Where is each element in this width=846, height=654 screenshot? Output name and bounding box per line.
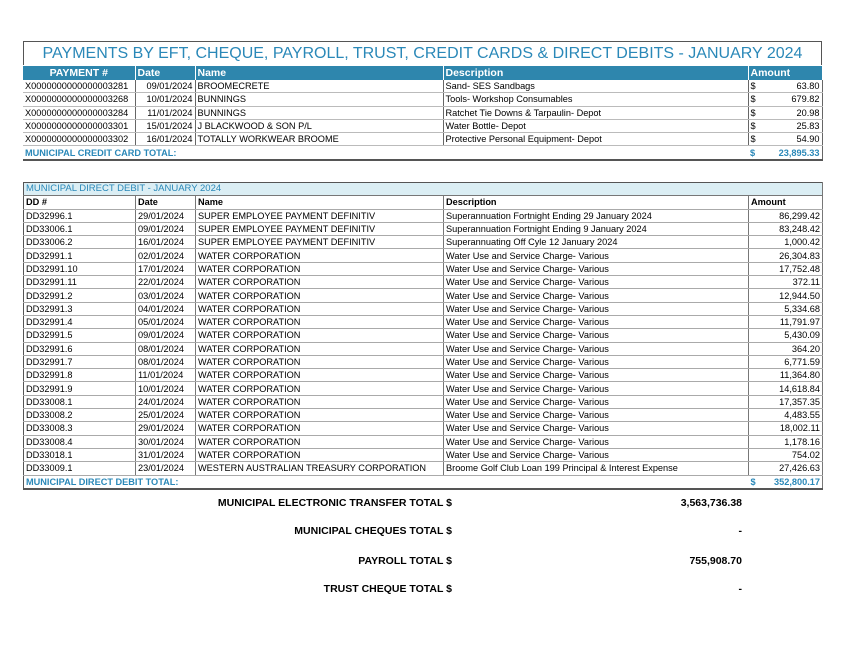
table-row xyxy=(23,119,822,132)
dd-date: 03/01/2024 xyxy=(136,289,196,302)
dd-amount: 5,430.09 xyxy=(749,329,823,342)
table-row xyxy=(24,369,823,382)
dd-number: DD32991.1 xyxy=(24,249,136,262)
dd-number: DD32991.4 xyxy=(24,315,136,328)
summary-label: PAYROLL TOTAL $ xyxy=(358,555,452,567)
direct-debit-total-value: 352,800.17 xyxy=(761,475,823,489)
direct-debit-table xyxy=(23,182,823,490)
table-row xyxy=(24,435,823,448)
dd-number: DD32991.9 xyxy=(24,382,136,395)
table-row xyxy=(23,133,822,146)
dd-description: Water Use and Service Charge- Various xyxy=(444,302,749,315)
dd-date: 04/01/2024 xyxy=(136,302,196,315)
dd-amount: 11,364.80 xyxy=(749,369,823,382)
col-date-header: Date xyxy=(136,196,196,209)
dd-date: 16/01/2024 xyxy=(136,236,196,249)
dd-amount: 83,248.42 xyxy=(749,222,823,235)
table-row xyxy=(24,448,823,461)
currency-symbol: $ xyxy=(748,119,760,132)
table-row xyxy=(24,409,823,422)
table-row xyxy=(24,462,823,475)
dd-date: 23/01/2024 xyxy=(136,462,196,475)
payment-number: X0000000000000003302 xyxy=(23,133,135,146)
payment-description: Water Bottle- Depot xyxy=(443,119,748,132)
payee-name: SUPER EMPLOYEE PAYMENT DEFINITIV xyxy=(196,209,444,222)
summary-row xyxy=(0,583,846,597)
dd-description: Water Use and Service Charge- Various xyxy=(444,342,749,355)
payee-name: J BLACKWOOD & SON P/L xyxy=(195,119,443,132)
payment-amount: 20.98 xyxy=(760,106,822,119)
table-row xyxy=(24,209,823,222)
dd-description: Water Use and Service Charge- Various xyxy=(444,249,749,262)
col-amount-header: Amount xyxy=(749,196,823,209)
payee-name: SUPER EMPLOYEE PAYMENT DEFINITIV xyxy=(196,236,444,249)
dd-amount: 5,334.68 xyxy=(749,302,823,315)
col-dd-header: DD # xyxy=(24,196,136,209)
table-row xyxy=(24,302,823,315)
dd-amount: 11,791.97 xyxy=(749,315,823,328)
col-payment-header: PAYMENT # xyxy=(23,66,135,80)
payment-number: X0000000000000003281 xyxy=(23,80,135,93)
payee-name: WATER CORPORATION xyxy=(196,329,444,342)
dd-number: DD32991.8 xyxy=(24,369,136,382)
col-name-header: Name xyxy=(196,196,444,209)
table-row xyxy=(24,249,823,262)
dd-description: Water Use and Service Charge- Various xyxy=(444,329,749,342)
table-row xyxy=(24,289,823,302)
payee-name: WATER CORPORATION xyxy=(196,315,444,328)
dd-date: 10/01/2024 xyxy=(136,382,196,395)
payment-date: 16/01/2024 xyxy=(135,133,195,146)
dd-number: DD33008.1 xyxy=(24,395,136,408)
payment-date: 11/01/2024 xyxy=(135,106,195,119)
dd-number: DD33008.3 xyxy=(24,422,136,435)
payment-amount: 54.90 xyxy=(760,133,822,146)
payee-name: TOTALLY WORKWEAR BROOME xyxy=(195,133,443,146)
dd-description: Water Use and Service Charge- Various xyxy=(444,448,749,461)
table-row xyxy=(24,342,823,355)
payee-name: BUNNINGS xyxy=(195,93,443,106)
dd-number: DD33009.1 xyxy=(24,462,136,475)
payment-amount: 679.82 xyxy=(760,93,822,106)
payee-name: WATER CORPORATION xyxy=(196,395,444,408)
payment-amount: 63.80 xyxy=(760,80,822,93)
dd-date: 09/01/2024 xyxy=(136,329,196,342)
dd-description: Broome Golf Club Loan 199 Principal & Interest Expense xyxy=(444,462,749,475)
table-row xyxy=(24,382,823,395)
payment-description: Sand- SES Sandbags xyxy=(443,80,748,93)
payee-name: WATER CORPORATION xyxy=(196,422,444,435)
dd-date: 09/01/2024 xyxy=(136,222,196,235)
payee-name: WATER CORPORATION xyxy=(196,289,444,302)
dd-description: Water Use and Service Charge- Various xyxy=(444,262,749,275)
direct-debit-total-label: MUNICIPAL DIRECT DEBIT TOTAL: xyxy=(24,475,749,489)
dd-amount: 1,178.16 xyxy=(749,435,823,448)
dd-amount: 12,944.50 xyxy=(749,289,823,302)
table-row xyxy=(24,329,823,342)
dd-date: 29/01/2024 xyxy=(136,209,196,222)
dd-description: Water Use and Service Charge- Various xyxy=(444,422,749,435)
dd-number: DD32991.3 xyxy=(24,302,136,315)
direct-debit-total-row xyxy=(24,475,823,489)
col-amount-header: Amount xyxy=(748,66,822,80)
col-date-header: Date xyxy=(135,66,195,80)
table-row xyxy=(24,395,823,408)
dd-number: DD32991.10 xyxy=(24,262,136,275)
dd-amount: 27,426.63 xyxy=(749,462,823,475)
dd-date: 29/01/2024 xyxy=(136,422,196,435)
payment-date: 09/01/2024 xyxy=(135,80,195,93)
dd-amount: 26,304.83 xyxy=(749,249,823,262)
dd-description: Water Use and Service Charge- Various xyxy=(444,369,749,382)
payment-date: 10/01/2024 xyxy=(135,93,195,106)
currency-symbol: $ xyxy=(748,106,760,119)
summary-value: - xyxy=(738,525,742,537)
payment-amount: 25.83 xyxy=(760,119,822,132)
payment-description: Ratchet Tie Downs & Tarpaulin- Depot xyxy=(443,106,748,119)
summary-value: - xyxy=(738,583,742,595)
dd-date: 05/01/2024 xyxy=(136,315,196,328)
dd-description: Water Use and Service Charge- Various xyxy=(444,435,749,448)
dd-date: 11/01/2024 xyxy=(136,369,196,382)
table-row xyxy=(24,262,823,275)
dd-description: Water Use and Service Charge- Various xyxy=(444,289,749,302)
payee-name: WATER CORPORATION xyxy=(196,448,444,461)
dd-description: Water Use and Service Charge- Various xyxy=(444,395,749,408)
payee-name: WATER CORPORATION xyxy=(196,276,444,289)
payee-name: WATER CORPORATION xyxy=(196,262,444,275)
currency-symbol: $ xyxy=(748,93,760,106)
dd-number: DD33018.1 xyxy=(24,448,136,461)
dd-number: DD32991.7 xyxy=(24,355,136,368)
table-row xyxy=(24,276,823,289)
dd-description: Water Use and Service Charge- Various xyxy=(444,355,749,368)
dd-description: Superannuation Fortnight Ending 29 January 2024 xyxy=(444,209,749,222)
page-title: PAYMENTS BY EFT, CHEQUE, PAYROLL, TRUST, CREDIT CARDS & DIRECT DEBITS - JANUARY 2024 xyxy=(23,41,822,65)
summary-value: 3,563,736.38 xyxy=(680,497,742,509)
payment-description: Protective Personal Equipment- Depot xyxy=(443,133,748,146)
payee-name: WATER CORPORATION xyxy=(196,302,444,315)
table-row xyxy=(24,355,823,368)
payee-name: WATER CORPORATION xyxy=(196,409,444,422)
summary-value: 755,908.70 xyxy=(689,555,742,567)
payment-date: 15/01/2024 xyxy=(135,119,195,132)
direct-debit-section-title-row xyxy=(24,183,823,196)
dd-date: 17/01/2024 xyxy=(136,262,196,275)
dd-date: 08/01/2024 xyxy=(136,342,196,355)
table-row xyxy=(24,222,823,235)
dd-description: Water Use and Service Charge- Various xyxy=(444,276,749,289)
dd-date: 25/01/2024 xyxy=(136,409,196,422)
dd-number: DD33006.1 xyxy=(24,222,136,235)
credit-card-header-row xyxy=(23,66,822,80)
dd-description: Water Use and Service Charge- Various xyxy=(444,409,749,422)
dd-amount: 17,752.48 xyxy=(749,262,823,275)
dd-amount: 754.02 xyxy=(749,448,823,461)
dd-description: Superannuating Off Cyle 12 January 2024 xyxy=(444,236,749,249)
payee-name: WATER CORPORATION xyxy=(196,249,444,262)
col-description-header: Description xyxy=(444,196,749,209)
payee-name: WATER CORPORATION xyxy=(196,355,444,368)
dd-date: 30/01/2024 xyxy=(136,435,196,448)
table-row xyxy=(23,106,822,119)
dd-description: Water Use and Service Charge- Various xyxy=(444,315,749,328)
summary-row xyxy=(0,497,846,511)
payee-name: BUNNINGS xyxy=(195,106,443,119)
dd-number: DD32991.6 xyxy=(24,342,136,355)
currency-symbol: $ xyxy=(748,133,760,146)
summary-row xyxy=(0,525,846,539)
dd-amount: 18,002.11 xyxy=(749,422,823,435)
payment-description: Tools- Workshop Consumables xyxy=(443,93,748,106)
credit-card-total-value: 23,895.33 xyxy=(760,146,822,160)
table-row xyxy=(24,315,823,328)
payee-name: BROOMECRETE xyxy=(195,80,443,93)
dd-number: DD33008.4 xyxy=(24,435,136,448)
table-row xyxy=(24,422,823,435)
dd-number: DD32991.2 xyxy=(24,289,136,302)
payee-name: WATER CORPORATION xyxy=(196,369,444,382)
currency-symbol: $ xyxy=(749,475,761,489)
credit-card-total-label: MUNICIPAL CREDIT CARD TOTAL: xyxy=(23,146,748,160)
payment-number: X0000000000000003284 xyxy=(23,106,135,119)
table-row xyxy=(23,80,822,93)
dd-description: Water Use and Service Charge- Various xyxy=(444,382,749,395)
summary-label: MUNICIPAL CHEQUES TOTAL $ xyxy=(294,525,452,537)
dd-amount: 6,771.59 xyxy=(749,355,823,368)
dd-amount: 1,000.42 xyxy=(749,236,823,249)
payment-number: X0000000000000003301 xyxy=(23,119,135,132)
col-name-header: Name xyxy=(195,66,443,80)
summary-label: MUNICIPAL ELECTRONIC TRANSFER TOTAL $ xyxy=(217,497,452,509)
credit-card-total-row xyxy=(23,146,822,160)
dd-number: DD33006.2 xyxy=(24,236,136,249)
dd-date: 31/01/2024 xyxy=(136,448,196,461)
direct-debit-header-row xyxy=(24,196,823,209)
dd-number: DD32991.11 xyxy=(24,276,136,289)
credit-card-table xyxy=(23,66,823,161)
payment-number: X0000000000000003268 xyxy=(23,93,135,106)
table-row xyxy=(24,236,823,249)
currency-symbol: $ xyxy=(748,146,760,160)
payee-name: WATER CORPORATION xyxy=(196,435,444,448)
dd-amount: 14,618.84 xyxy=(749,382,823,395)
table-row xyxy=(23,93,822,106)
dd-description: Superannuation Fortnight Ending 9 January 2024 xyxy=(444,222,749,235)
payee-name: SUPER EMPLOYEE PAYMENT DEFINITIV xyxy=(196,222,444,235)
dd-amount: 86,299.42 xyxy=(749,209,823,222)
dd-amount: 364.20 xyxy=(749,342,823,355)
dd-date: 22/01/2024 xyxy=(136,276,196,289)
payee-name: WATER CORPORATION xyxy=(196,382,444,395)
dd-date: 24/01/2024 xyxy=(136,395,196,408)
dd-amount: 372.11 xyxy=(749,276,823,289)
summary-label: TRUST CHEQUE TOTAL $ xyxy=(323,583,452,595)
payee-name: WATER CORPORATION xyxy=(196,342,444,355)
dd-number: DD32991.5 xyxy=(24,329,136,342)
dd-amount: 4,483.55 xyxy=(749,409,823,422)
dd-date: 02/01/2024 xyxy=(136,249,196,262)
payee-name: WESTERN AUSTRALIAN TREASURY CORPORATION xyxy=(196,462,444,475)
dd-number: DD33008.2 xyxy=(24,409,136,422)
currency-symbol: $ xyxy=(748,80,760,93)
summary-row xyxy=(0,555,846,569)
dd-amount: 17,357.35 xyxy=(749,395,823,408)
col-description-header: Description xyxy=(443,66,748,80)
dd-number: DD32996.1 xyxy=(24,209,136,222)
dd-date: 08/01/2024 xyxy=(136,355,196,368)
direct-debit-section-title: MUNICIPAL DIRECT DEBIT - JANUARY 2024 xyxy=(24,183,823,196)
